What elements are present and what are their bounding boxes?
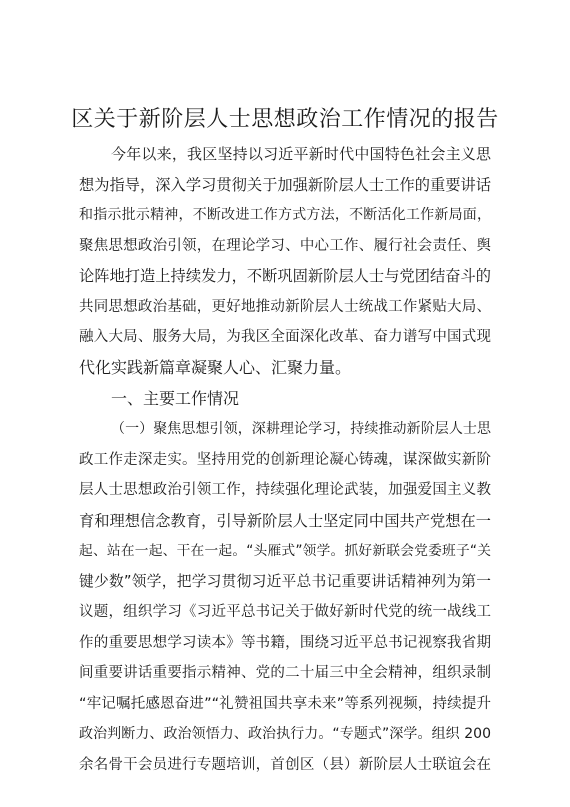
body-line: 余名骨干会员进行专题培训，首创区（县）新阶层人士联谊会在 <box>79 757 491 773</box>
body-line: 作的重要思想学习读本》等书籍，围绕习近平总书记视察我省期 <box>79 635 491 651</box>
document-title: 区关于新阶层人士思想政治工作情况的报告 <box>71 107 499 132</box>
body-line: 今年以来，我区坚持以习近平新时代中国特色社会主义思 <box>111 145 491 163</box>
body-line: 代化实践新篇章凝聚人心、汇聚力量。 <box>79 358 352 377</box>
body-line: 论阵地打造上持续发力，不断巩固新阶层人士与党团结奋斗的 <box>79 267 491 285</box>
body-line: 起、站在一起、干在一起。“头雁式”领学。抓好新联会党委班子“关 <box>79 543 491 559</box>
body-line: “牢记嘱托感恩奋进”“礼赞祖国共享未来”等系列视频，持续提升 <box>79 696 491 712</box>
body-line: 育和理想信念教育，引导新阶层人士坚定同中国共产党想在一 <box>79 512 491 530</box>
body-line: 融入大局、服务大局，为我区全面深化改革、奋力谱写中国式现 <box>79 329 491 345</box>
body-line: 键少数”领学，把学习贯彻习近平总书记重要讲话精神列为第一 <box>79 573 491 590</box>
body-line: 政工作走深走实。坚持用党的创新理论凝心铸魂，谋深做实新阶 <box>79 452 491 468</box>
body-line: 和指示批示精神，不断改进工作方式方法，不断活化工作新局面， <box>79 207 491 223</box>
section-heading: 一、主要工作情况 <box>111 389 240 408</box>
body-line: 层人士思想政治引领工作，持续强化理论武装，加强爱国主义教 <box>79 482 491 498</box>
body-line: （一）聚焦思想引领，深耕理论学习，持续推动新阶层人士思 <box>111 421 491 437</box>
body-line: 政治判断力、政治领悟力、政治执行力。“专题式”深学。组织 200 <box>79 726 491 742</box>
body-line: 间重要讲话重要指示精神、党的二十届三中全会精神，组织录制 <box>79 665 491 681</box>
body-line: 聚焦思想政治引领，在理论学习、中心工作、履行社会责任、舆 <box>79 238 491 254</box>
body-line: 共同思想政治基础，更好地推动新阶层人士统战工作紧贴大局、 <box>79 299 491 315</box>
body-line: 想为指导，深入学习贯彻关于加强新阶层人士工作的重要讲话 <box>79 176 491 194</box>
body-line: 议题，组织学习《习近平总书记关于做好新时代党的统一战线工 <box>79 604 491 620</box>
